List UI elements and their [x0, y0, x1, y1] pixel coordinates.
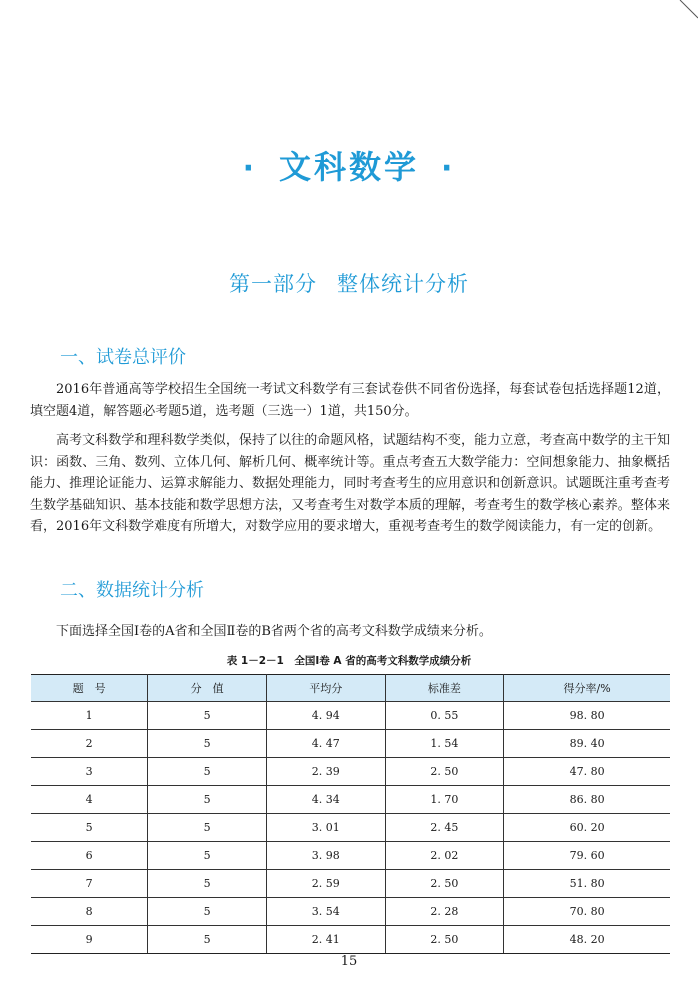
table-row: [31, 898, 670, 926]
table-cell: 2. 02: [385, 842, 504, 870]
table-cell: 5: [148, 758, 267, 786]
table-cell: 1: [31, 702, 148, 730]
table-cell: 3. 01: [266, 814, 385, 842]
table-cell: 5: [148, 814, 267, 842]
table-cell: 4. 94: [266, 702, 385, 730]
paragraph-3: 下面选择全国Ⅰ卷的A省和全国Ⅱ卷的B省两个省的高考文科数学成绩来分析。: [56, 624, 492, 639]
table-cell: 51. 80: [504, 870, 670, 898]
table-caption: 表 1－2－1 全国Ⅰ卷 A 省的高考文科数学成绩分析: [226, 655, 472, 667]
table-row: [31, 870, 670, 898]
table-cell: 1. 70: [385, 786, 504, 814]
corner-decoration: [668, 0, 698, 30]
table-row: [31, 730, 670, 758]
section-heading-1: 一、试卷总评价: [60, 347, 186, 368]
page-title: [0, 142, 698, 188]
table-row: [31, 842, 670, 870]
table-cell: 0. 55: [385, 702, 504, 730]
table-cell: 4. 47: [266, 730, 385, 758]
table-cell: 5: [148, 786, 267, 814]
table-cell: 89. 40: [504, 730, 670, 758]
table-cell: 2. 50: [385, 758, 504, 786]
header-cell: 标准差: [385, 675, 504, 702]
table-row: [31, 926, 670, 954]
table-cell: 3: [31, 758, 148, 786]
table-cell: 1. 54: [385, 730, 504, 758]
table-header-row: [31, 675, 670, 702]
table-cell: 4. 34: [266, 786, 385, 814]
table-cell: 3. 54: [266, 898, 385, 926]
title-dot-right: ·: [441, 151, 456, 186]
table-cell: 5: [148, 898, 267, 926]
table-cell: 9: [31, 926, 148, 954]
page-number: 15: [340, 954, 358, 969]
table-cell: 79. 60: [504, 842, 670, 870]
section-heading-2: 二、数据统计分析: [60, 580, 204, 601]
table-cell: 4: [31, 786, 148, 814]
table-cell: 3. 98: [266, 842, 385, 870]
table-cell: 5: [148, 926, 267, 954]
table-cell: 2. 41: [266, 926, 385, 954]
table-row: [31, 786, 670, 814]
table-cell: 8: [31, 898, 148, 926]
score-table: [31, 674, 670, 954]
table-cell: 2. 50: [385, 926, 504, 954]
header-cell: 分 值: [148, 675, 267, 702]
part-name: 整体统计分析: [337, 272, 469, 296]
paragraph-1: 2016年普通高等学校招生全国统一考试文科数学有三套试卷供不同省份选择，每套试卷包括选择题12道，填空题4道，解答题必考题5道，选考题（三选一）1道，共150分。: [30, 382, 670, 419]
table-cell: 5: [31, 814, 148, 842]
table-cell: 5: [148, 702, 267, 730]
table-cell: 5: [148, 842, 267, 870]
table-row: [31, 702, 670, 730]
table-cell: 2: [31, 730, 148, 758]
table-cell: 70. 80: [504, 898, 670, 926]
header-cell: 题 号: [31, 675, 148, 702]
table-cell: 2. 59: [266, 870, 385, 898]
table-cell: 2. 39: [266, 758, 385, 786]
table-cell: 5: [148, 730, 267, 758]
table-cell: 2. 50: [385, 870, 504, 898]
table-cell: 6: [31, 842, 148, 870]
table-cell: 2. 28: [385, 898, 504, 926]
table-cell: 98. 80: [504, 702, 670, 730]
table-cell: 2. 45: [385, 814, 504, 842]
title-dot-left: ·: [242, 151, 257, 186]
part-label: 第一部分: [229, 272, 317, 296]
table-cell: 47. 80: [504, 758, 670, 786]
table-cell: 5: [148, 870, 267, 898]
table-cell: 7: [31, 870, 148, 898]
paragraph-2: 高考文科数学和理科数学类似，保持了以往的命题风格，试题结构不变，能力立意，考查高中数学的主干知识：函数、三角、数列、立体几何、解析几何、概率统计等。重点考查五大数学能力：空间想象能力、抽象概括能力、推理论证能力、运算求解能力、数据处理能力，同时考查考生的应用意识和创新意识。试题既注重考查考生数学基础知识、基本技能和数学思想方法，又考查考生对数学本质的理解，考查考生的数学核心素养。整体来看，2016年文科数学难度有所增大，对数学应用的要求增大，重视考查考生的数学阅读能力，有一定的创新。: [30, 433, 670, 534]
table-row: [31, 814, 670, 842]
header-cell: 平均分: [266, 675, 385, 702]
table-row: [31, 758, 670, 786]
table-cell: 60. 20: [504, 814, 670, 842]
title-text: 文科数学: [278, 148, 419, 186]
table-cell: 48. 20: [504, 926, 670, 954]
table-cell: 86. 80: [504, 786, 670, 814]
part-title: [0, 268, 698, 298]
header-cell: 得分率/%: [504, 675, 670, 702]
